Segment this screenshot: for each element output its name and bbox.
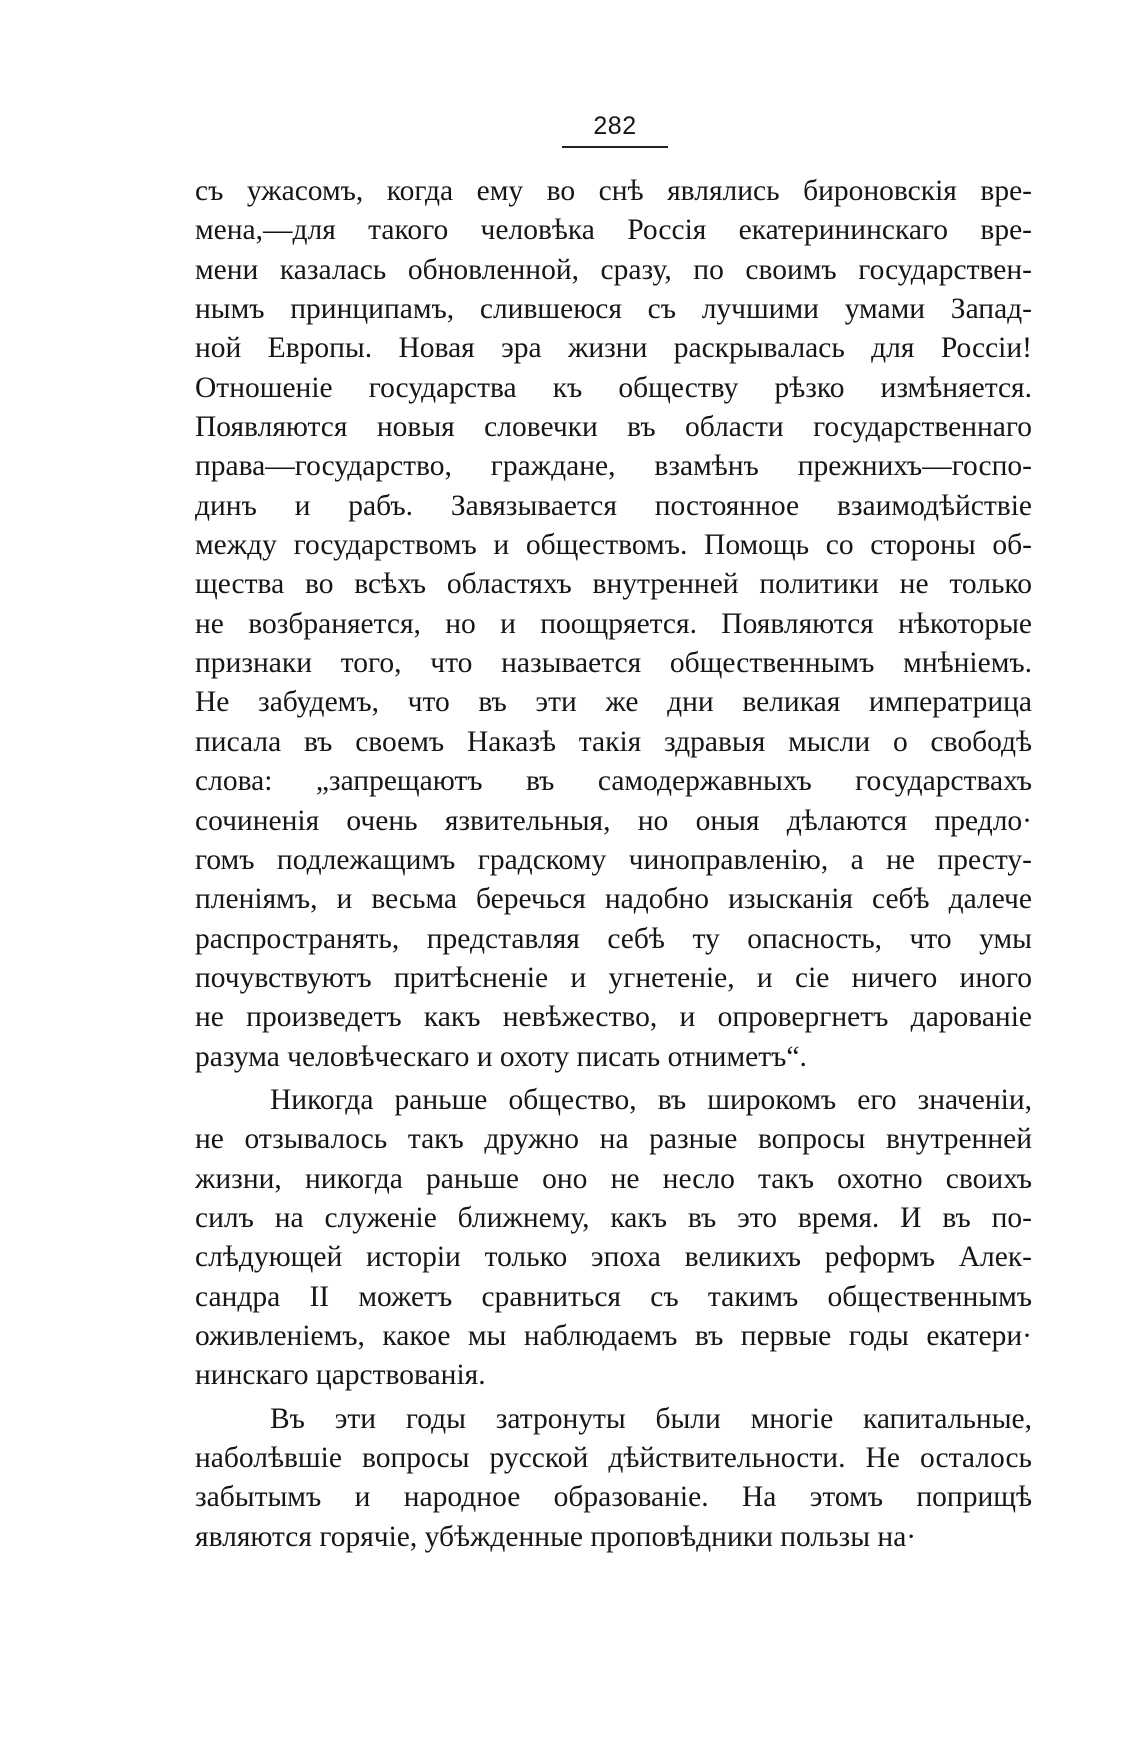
page-number: 282: [593, 112, 637, 140]
paragraph: [195, 1400, 1032, 1557]
text-line: оживленіемъ, какое мы наблюдаемъ въ первые годы екатери·: [195, 1319, 1032, 1352]
text-line: писала въ своемъ Наказѣ такія здравыя мысли о свободѣ: [195, 725, 1032, 758]
paragraph: [195, 172, 1032, 1077]
page-number-rule: [562, 146, 668, 148]
text-line: жизни, никогда раньше оно не несло такъ охотно своихъ: [195, 1162, 1032, 1195]
paragraph: [195, 1081, 1032, 1396]
text-line: пленіямъ, и весьма беречься надобно изысканія себѣ далече: [195, 883, 1032, 916]
text-line: динъ и рабъ. Завязывается постоянное взаимодѣйствіе: [195, 489, 1032, 522]
text-line: являются горячіе, убѣжденные проповѣдники пользы на·: [195, 1520, 917, 1553]
text-line: Не забудемъ, что въ эти же дни великая императрица: [195, 686, 1032, 719]
text-line: между государствомъ и обществомъ. Помощь со стороны об-: [195, 529, 1032, 562]
text-line: не произведетъ какъ невѣжество, и опровергнетъ дарованіе: [195, 1001, 1032, 1034]
text-line: слѣдующей исторіи только эпоха великихъ реформъ Алек-: [195, 1241, 1032, 1274]
text-line: щества во всѣхъ областяхъ внутренней политики не только: [195, 568, 1032, 601]
text-line: мени казалась обновленной, сразу, по своимъ государствен-: [195, 253, 1032, 286]
text-line: Никогда раньше общество, въ широкомъ его значеніи,: [270, 1083, 1032, 1116]
text-line: Въ эти годы затронуты были многіе капитальные,: [270, 1402, 1032, 1435]
text-line: нинскаго царствованія.: [195, 1359, 486, 1392]
text-line: силъ на служеніе ближнему, какъ въ это время. И въ по-: [195, 1201, 1032, 1234]
body-text: [195, 172, 1032, 1557]
text-line: наболѣвшіе вопросы русской дѣйствительности. Не осталось: [195, 1442, 1032, 1474]
text-line: мена,—для такого человѣка Россія екатерининскаго вре-: [195, 214, 1032, 247]
text-line: ной Европы. Новая эра жизни раскрывалась для Россіи!: [195, 332, 1032, 365]
text-line: распространять, представляя себѣ ту опасность, что умы: [195, 922, 1032, 955]
text-line: разума человѣческаго и охоту писать отниметъ“.: [195, 1040, 807, 1073]
text-line: права—государство, граждане, взамѣнъ прежнихъ—госпо-: [195, 450, 1032, 483]
text-line: Появляются новыя словечки въ области государственнаго: [195, 411, 1032, 444]
text-line: гомъ подлежащимъ градскому чиноправленію, а не престу-: [195, 843, 1032, 876]
text-line: нымъ принципамъ, слившеюся съ лучшими умами Запад-: [195, 293, 1032, 326]
text-line: съ ужасомъ, когда ему во снѣ являлись бироновскія вре-: [195, 175, 1032, 207]
text-line: не возбраняется, но и поощряется. Появляются нѣкоторые: [195, 607, 1032, 640]
text-line: признаки того, что называется общественнымъ мнѣніемъ.: [195, 647, 1032, 680]
text-line: Отношеніе государства къ обществу рѣзко измѣняется.: [195, 371, 1032, 404]
text-line: забытымъ и народное образованіе. На этомъ поприщѣ: [195, 1481, 1032, 1514]
text-line: почувствуютъ притѣсненіе и угнетеніе, и сіе ничего иного: [195, 961, 1032, 994]
text-line: не отзывалось такъ дружно на разные вопросы внутренней: [195, 1123, 1032, 1156]
text-line: слова: „запрещаютъ въ самодержавныхъ государствахъ: [195, 765, 1032, 798]
text-line: сочиненія очень язвительныя, но оныя дѣлаются предло·: [195, 804, 1032, 837]
text-line: сандра II можетъ сравниться съ такимъ общественнымъ: [195, 1280, 1032, 1313]
